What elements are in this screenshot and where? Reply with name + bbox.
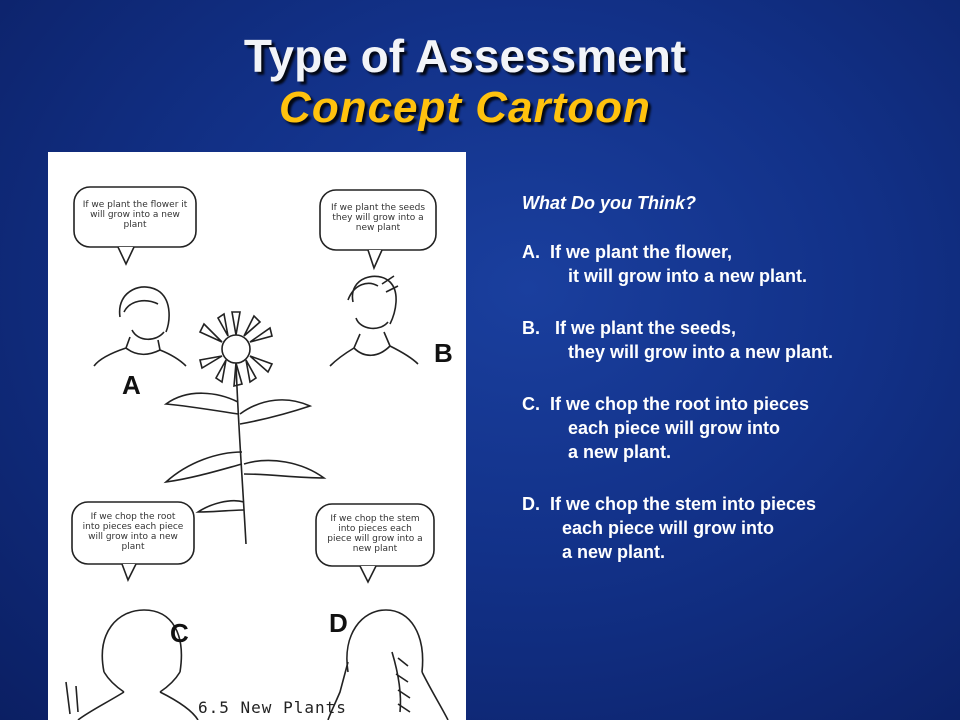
option-d-line3: a new plant. <box>562 542 666 562</box>
bubble-d-text: If we chop the stem into pieces each piece will grow into a new plant <box>327 514 423 554</box>
cartoon-caption: 6.5 New Plants <box>198 698 347 717</box>
label-b: B <box>434 338 453 368</box>
bubble-a-text: If we plant the flower it will grow into a new plant <box>82 200 188 230</box>
option-b-line2: they will grow into a new plant. <box>568 342 834 362</box>
option-d <box>522 492 942 564</box>
option-d-line1: D. If we chop the stem into pieces <box>522 494 817 514</box>
option-c-line3: a new plant. <box>568 442 672 462</box>
slide-title-block <box>0 30 930 133</box>
slide-title: Type of Assessment <box>243 30 687 82</box>
question-panel <box>522 192 942 592</box>
option-b-line1: B. If we plant the seeds, <box>522 318 737 338</box>
person-a-figure <box>94 287 186 366</box>
person-b-figure <box>330 276 418 366</box>
option-c-line2: each piece will grow into <box>568 418 781 438</box>
option-a <box>522 240 942 288</box>
option-c <box>522 392 942 464</box>
bubble-b-text: If we plant the seeds they will grow into a new plant <box>330 203 426 233</box>
option-a-line2: it will grow into a new plant. <box>568 266 808 286</box>
cartoon-drawing <box>48 152 466 720</box>
option-c-line1: C. If we chop the root into pieces <box>522 394 810 414</box>
bubble-c-text: If we chop the root into pieces each piece will grow into a new plant <box>82 512 184 552</box>
option-b <box>522 316 942 364</box>
question-heading: What Do you Think? <box>522 193 696 213</box>
slide-subtitle: Concept Cartoon <box>279 82 651 132</box>
concept-cartoon-image <box>48 152 466 720</box>
label-a: A <box>122 370 141 400</box>
option-a-line1: A. If we plant the flower, <box>522 242 733 262</box>
option-d-line2: each piece will grow into <box>562 518 775 538</box>
label-d: D <box>329 608 348 638</box>
label-c: C <box>170 618 189 648</box>
